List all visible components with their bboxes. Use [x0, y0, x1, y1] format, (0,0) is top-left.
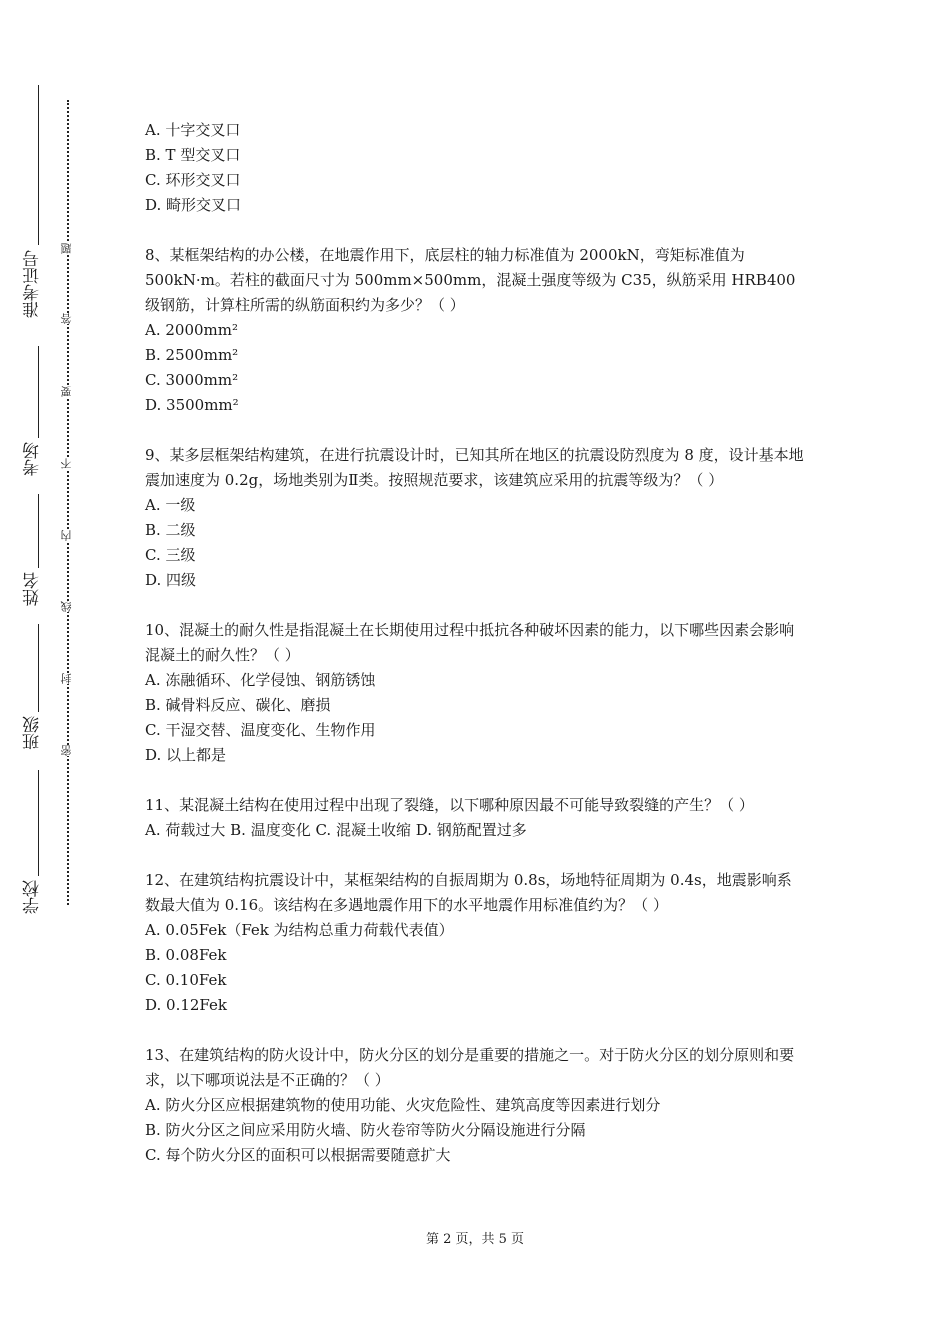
page-footer: 第 2 页，共 5 页	[425, 1232, 525, 1247]
label-school: 学校	[23, 880, 43, 914]
question-12	[145, 868, 805, 1018]
question-9	[145, 443, 805, 593]
option-b: B. 碱骨料反应、碳化、磨损	[145, 696, 331, 714]
option-b: B. T 型交叉口	[145, 146, 241, 164]
option-a: A. 一级	[145, 496, 196, 514]
option-a: A. 冻融循环、化学侵蚀、钢筋锈蚀	[145, 671, 376, 689]
option-b: B. 二级	[145, 521, 196, 539]
question-10	[145, 618, 805, 768]
question-list	[145, 118, 805, 1193]
option-c: C. 3000mm²	[145, 371, 239, 389]
option-a: A. 十字交叉口	[145, 121, 241, 139]
option-d: D. 以上都是	[145, 746, 227, 764]
option-c: C. 0.10Fek	[145, 971, 227, 989]
option-a: A. 0.05Fek（Fek 为结构总重力荷载代表值）	[145, 921, 454, 939]
question-stem: 9、某多层框架结构建筑，在进行抗震设计时，已知其所在地区的抗震设防烈度为 8 度，设计基本地震加速度为 0.2g，场地类别为Ⅱ类。按照规范要求，该建筑应采用的抗震等级为？（ ）	[145, 446, 804, 489]
binding-margin	[0, 0, 90, 1344]
seal-char-5: 内	[60, 530, 76, 541]
option-c: C. 干湿交替、温度变化、生物作用	[145, 721, 376, 739]
label-class: 班级	[23, 716, 43, 750]
seal-dotted-line	[67, 100, 69, 905]
label-name: 姓名	[23, 572, 43, 606]
question-13	[145, 1043, 805, 1168]
option-d: D. 畸形交叉口	[145, 196, 242, 214]
question-stem: 13、在建筑结构的防火设计中，防火分区的划分是重要的措施之一。对于防火分区的划分原则和要求，以下哪项说法是不正确的？（ ）	[145, 1046, 795, 1089]
option-a: A. 防火分区应根据建筑物的使用功能、火灾危险性、建筑高度等因素进行划分	[145, 1096, 661, 1114]
seal-char-2: 答	[60, 313, 76, 324]
fill-line-name	[38, 494, 39, 568]
seal-char-4: 不	[60, 458, 76, 469]
option-c: C. 每个防火分区的面积可以根据需要随意扩大	[145, 1146, 451, 1164]
option-c: C. 三级	[145, 546, 196, 564]
seal-char-8: 密	[60, 745, 76, 756]
seal-char-3: 要	[60, 386, 76, 397]
question-7-continued	[145, 118, 805, 218]
question-stem: 12、在建筑结构抗震设计中，某框架结构的自振周期为 0.8s，场地特征周期为 0.4s，地震影响系数最大值为 0.16。该结构在多遇地震作用下的水平地震作用标准值约为？（ ）	[145, 871, 792, 914]
fill-line-class	[38, 624, 39, 712]
option-b: B. 2500mm²	[145, 346, 239, 364]
label-exam-number: 准考证号	[23, 250, 43, 318]
option-b: B. 0.08Fek	[145, 946, 227, 964]
option-d: D. 0.12Fek	[145, 996, 227, 1014]
fill-line-school	[38, 770, 39, 876]
question-11	[145, 793, 805, 843]
label-exam-room: 考场	[23, 442, 43, 476]
question-stem: 8、某框架结构的办公楼，在地震作用下，底层柱的轴力标准值为 2000kN，弯矩标准值为 500kN·m。若柱的截面尺寸为 500mm×500mm，混凝土强度等级为 C35，纵筋采用 HRB400 级钢筋，计算柱所需的纵筋面积约为多少？（ ）	[145, 246, 796, 314]
question-8	[145, 243, 805, 418]
option-a: A. 2000mm²	[145, 321, 239, 339]
fill-line-exam-number	[38, 85, 39, 245]
fill-line-exam-room	[38, 346, 39, 438]
option-b: B. 防火分区之间应采用防火墙、防火卷帘等防火分隔设施进行分隔	[145, 1121, 586, 1139]
question-stem: 10、混凝土的耐久性是指混凝土在长期使用过程中抵抗各种破坏因素的能力，以下哪些因素会影响混凝土的耐久性？（ ）	[145, 621, 795, 664]
option-d: D. 四级	[145, 571, 197, 589]
seal-char-6: 线	[60, 601, 76, 612]
option-d: D. 3500mm²	[145, 396, 239, 414]
seal-char-7: 封	[60, 673, 76, 684]
seal-char-1: 题	[60, 243, 76, 254]
option-line: A. 荷载过大 B. 温度变化 C. 混凝土收缩 D. 钢筋配置过多	[145, 821, 527, 839]
question-stem: 11、某混凝土结构在使用过程中出现了裂缝，以下哪种原因最不可能导致裂缝的产生？（ ）	[145, 796, 754, 814]
option-c: C. 环形交叉口	[145, 171, 241, 189]
